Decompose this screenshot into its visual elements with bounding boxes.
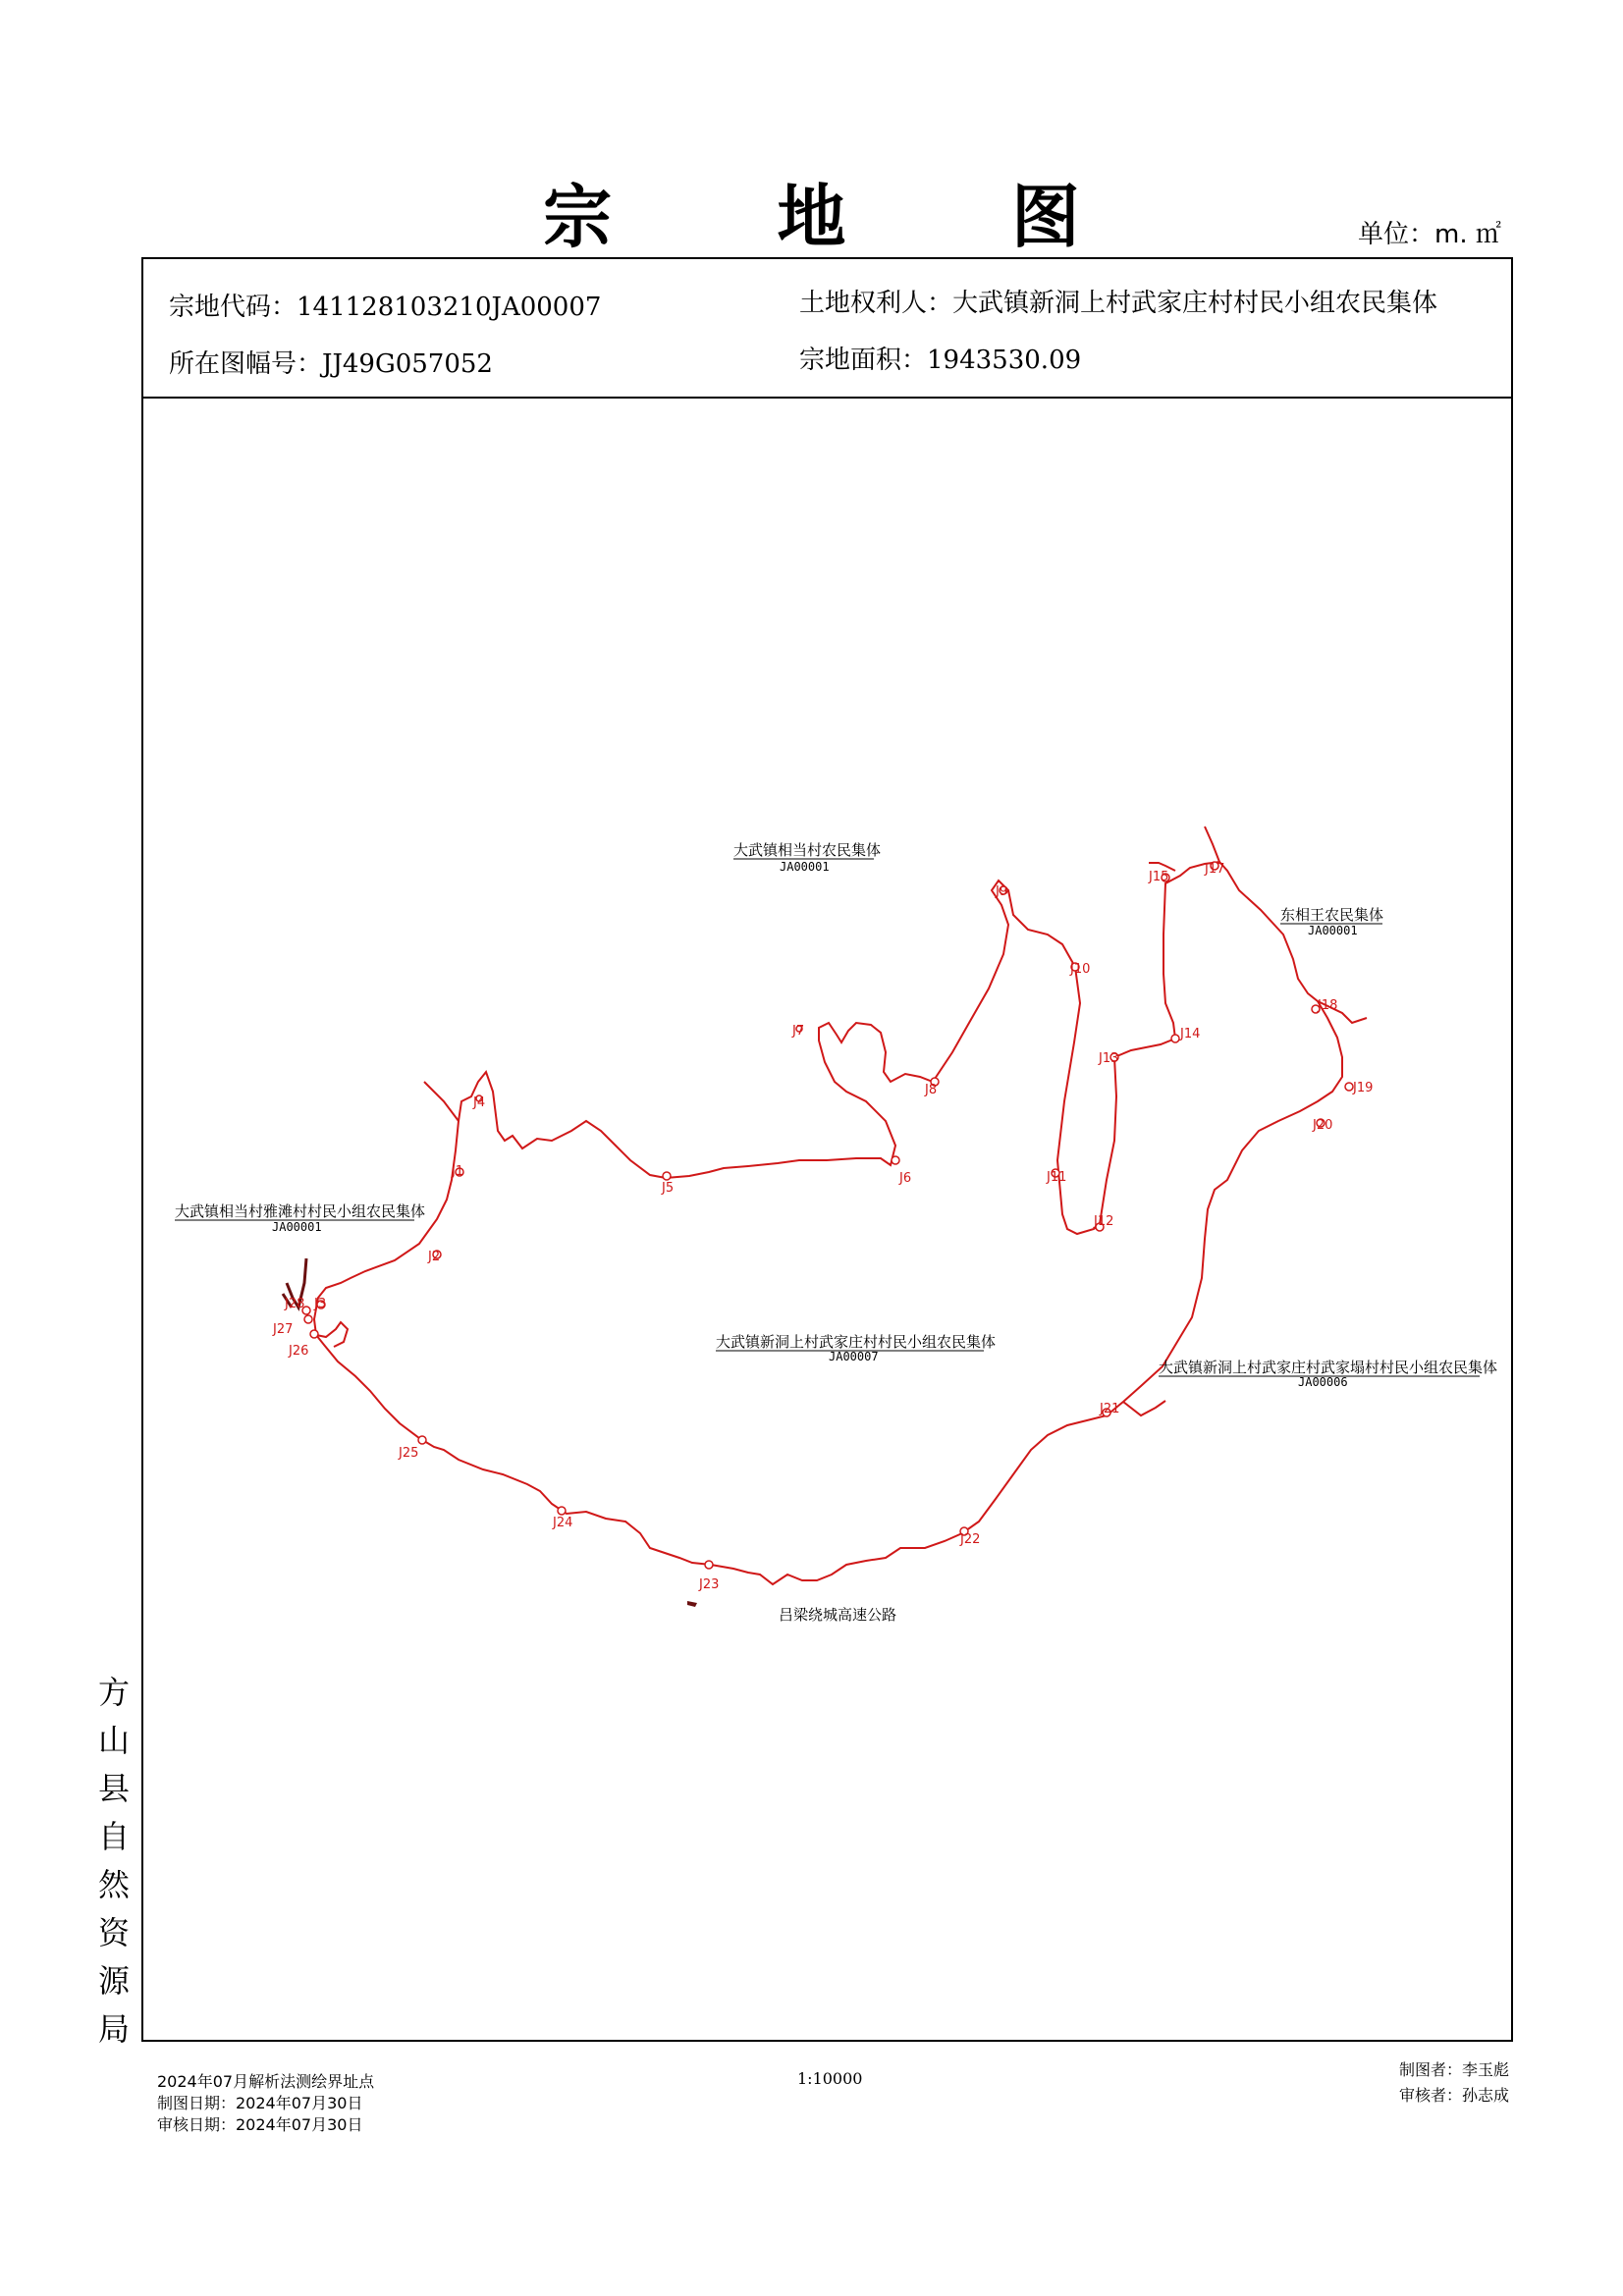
point-label: J25 (399, 1446, 419, 1461)
point-label: J13 (1099, 1051, 1119, 1066)
point-label: J14 (1180, 1027, 1201, 1041)
point-label: J6 (899, 1171, 912, 1186)
road-label: 吕梁绕城高速公路 (779, 1606, 897, 1624)
point-label: J8 (925, 1083, 938, 1097)
parcel-header (143, 259, 1511, 399)
point-label: J19 (1353, 1081, 1374, 1095)
survey-method: 2024年07月解析法测绘界址点 (157, 2072, 375, 2091)
neighbor-name: 东相王农民集体 (1280, 906, 1384, 924)
parcel-name: 大武镇新洞上村武家庄村村民小组农民集体 (716, 1333, 997, 1351)
point-label: J3 (314, 1297, 327, 1311)
parcel-boundary (314, 862, 1342, 1584)
issuer-char: 源 (97, 1962, 130, 2000)
sheet-label: 所在图幅号： (169, 349, 323, 379)
parcel-code-label: 宗地代码： (169, 293, 298, 322)
point-label: J28 (285, 1297, 305, 1311)
point-labels (272, 862, 1373, 1592)
point-label: J21 (1100, 1402, 1120, 1416)
neighbor-name: 大武镇相当村农民集体 (733, 841, 882, 859)
parcel-code-field (169, 287, 601, 323)
point-label: J5 (662, 1181, 675, 1196)
drafter: 制图者：李玉彪 (1399, 2060, 1510, 2079)
owner-value: 大武镇新洞上村武家庄村村民小组农民集体 (952, 289, 1438, 318)
neighbor-code: JA00001 (1308, 924, 1358, 937)
point-label: J4 (473, 1095, 486, 1110)
boundary-spur (424, 1082, 459, 1121)
map-frame (141, 257, 1513, 2042)
point-label: J11 (1047, 1170, 1067, 1185)
neighbor-code: JA00001 (780, 860, 830, 874)
issuer-vertical-text (94, 1669, 134, 2054)
neighbor-code: JA00006 (1298, 1375, 1348, 1389)
point-label: J24 (553, 1516, 573, 1530)
issuer-char: 局 (97, 2010, 130, 2048)
issuer-char: 资 (97, 1914, 130, 1951)
point-label: J26 (289, 1344, 309, 1359)
point-label: J22 (960, 1532, 981, 1547)
point-label: J20 (1313, 1118, 1333, 1133)
sheet-field (169, 344, 493, 380)
draw-date: 制图日期：2024年07月30日 (157, 2094, 363, 2112)
sheet-value: JJ49G057052 (322, 349, 493, 379)
area-field (799, 340, 1081, 376)
boundary-spur (1205, 827, 1219, 862)
issuer-char: 山 (97, 1722, 130, 1759)
scale: 1:10000 (797, 2069, 863, 2088)
boundary-point-markers (302, 862, 1353, 1569)
parcel-code: JA00007 (829, 1350, 879, 1363)
issuer-char: 自 (97, 1818, 130, 1855)
point-label: J23 (699, 1577, 720, 1592)
road-mark (687, 1601, 697, 1607)
issuer-char: 然 (97, 1866, 130, 1903)
point-label: J10 (1070, 962, 1091, 977)
neighbor-name: 大武镇相当村雅滩村村民小组农民集体 (175, 1202, 426, 1220)
point-label: J7 (792, 1024, 805, 1039)
point-label: J12 (1094, 1214, 1114, 1229)
boundary-spur (316, 1322, 348, 1347)
point-label: J2 (428, 1250, 441, 1264)
point-label: J18 (1318, 998, 1338, 1013)
point-label: J1 (452, 1164, 464, 1179)
point-label: J15 (1149, 870, 1169, 884)
area-value: 1943530.09 (927, 346, 1082, 375)
checker: 审核者：孙志成 (1399, 2086, 1510, 2105)
parcel-map (143, 399, 1511, 2040)
neighbor-labels (175, 841, 1497, 1624)
issuer-char: 县 (97, 1770, 130, 1807)
unit-label: 单位：m. ㎡ (1358, 220, 1501, 249)
neighbor-name: 大武镇新洞上村武家庄村武家塌村村民小组农民集体 (1159, 1359, 1498, 1376)
point-label: J17 (1205, 862, 1225, 877)
point-label: J9 (996, 884, 1008, 899)
owner-field (799, 283, 1437, 319)
area-label: 宗地面积： (799, 346, 928, 375)
parcel-code-value: 141128103210JA00007 (297, 293, 602, 322)
page-title: 宗 地 图 (543, 177, 1151, 257)
boundary-spur (1123, 1401, 1165, 1415)
check-date: 审核日期：2024年07月30日 (157, 2115, 363, 2134)
neighbor-code: JA00001 (272, 1220, 322, 1234)
issuer-char: 方 (97, 1674, 130, 1711)
owner-label: 土地权利人： (799, 289, 953, 318)
point-label: J27 (273, 1322, 294, 1337)
